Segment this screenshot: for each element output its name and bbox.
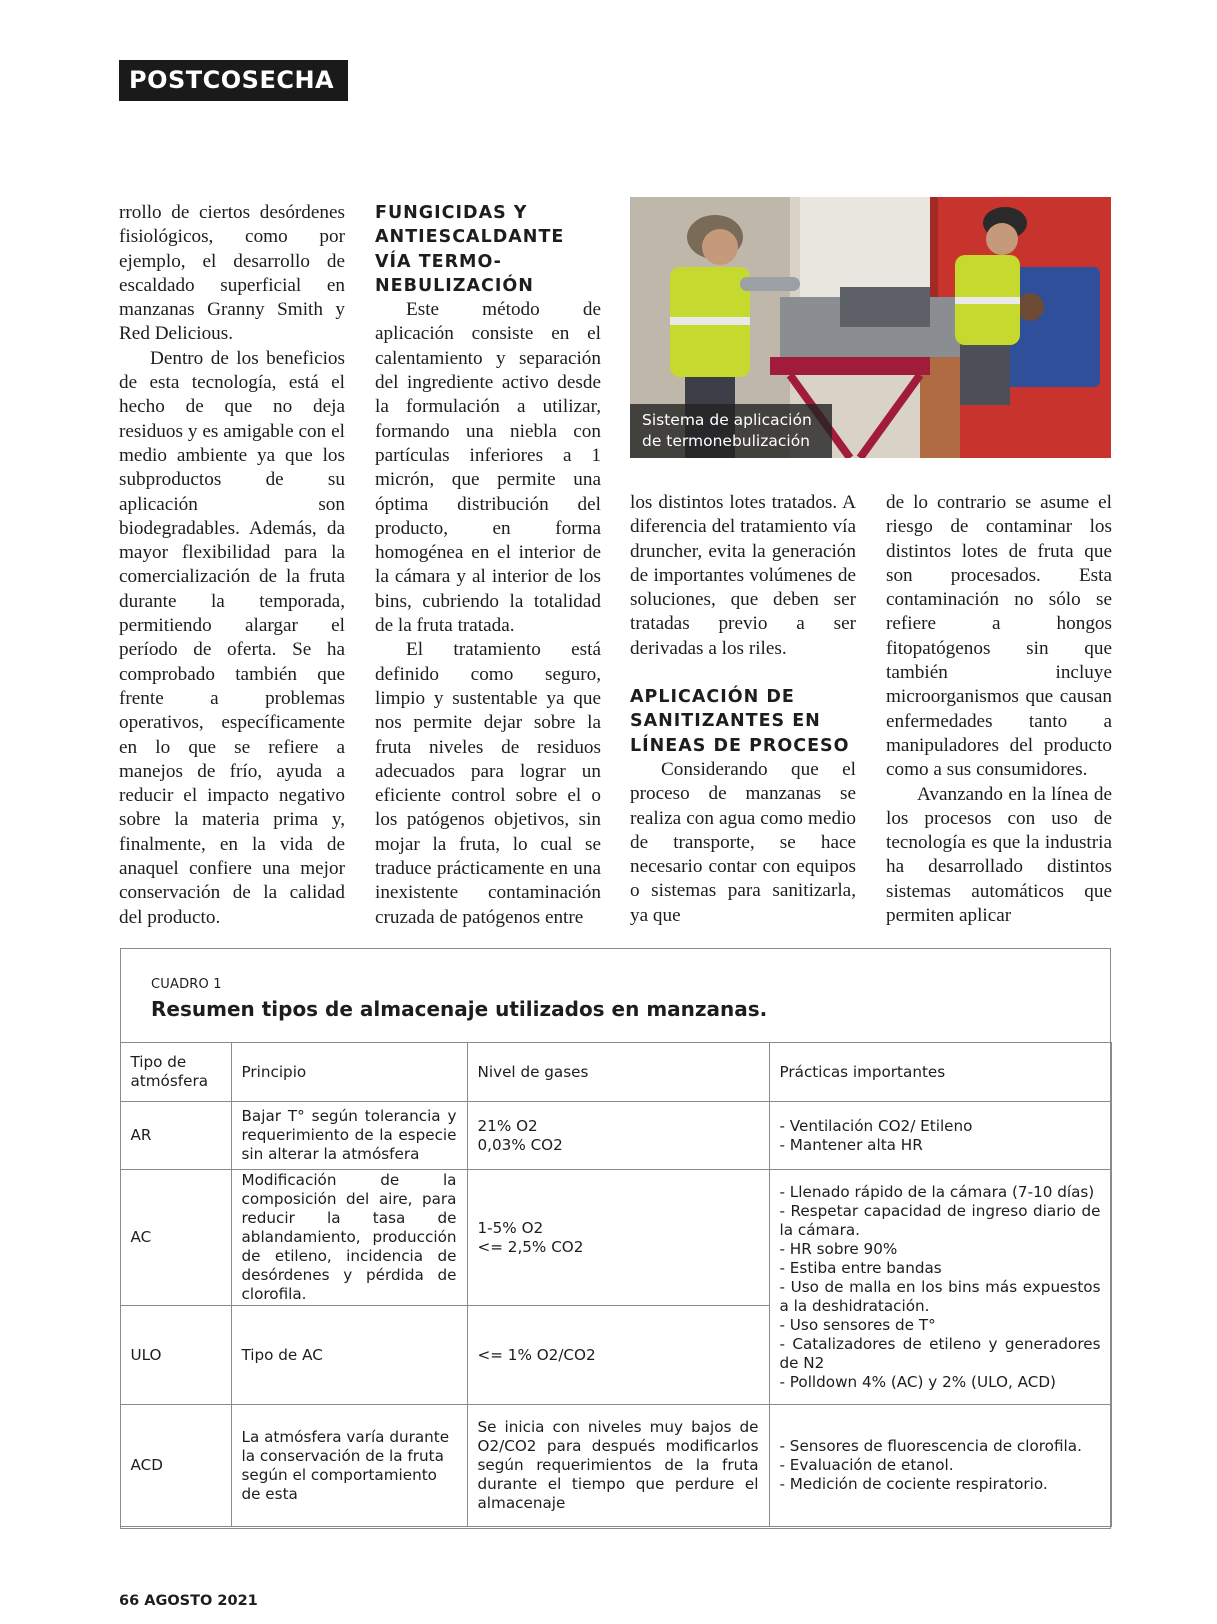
column-header: Nivel de gases (467, 1043, 769, 1102)
table-header-row (120, 1043, 1111, 1102)
table-cell: <= 1% O2/CO2 (467, 1306, 769, 1405)
article-column-1 (119, 201, 345, 930)
column-header: Tipo de atmósfera (120, 1043, 231, 1102)
paragraph: de lo contrario se asume el riesgo de contaminar los distintos lotes de fruta que son procesados. Esta contaminación no sólo se refiere a hongos fitopatógenos sin que también incluye microorganismos que causan enfermedades tanto a manipuladores del producto como a sus consumidores. (886, 492, 1112, 781)
table-title: Resumen tipos de almacenaje utilizados en manzanas. (151, 997, 768, 1021)
table-row (120, 1405, 1111, 1527)
table-cell: Tipo de AC (231, 1306, 467, 1405)
paragraph: Este método de aplicación consiste en el calentamiento y separación del ingrediente activo desde la formulación a utilizar, formando una niebla con partículas inferiores a 1 micrón, que permite una óptima distribución del producto, en forma homogénea en el interior de la cámara y al interior de los bins, cubriendo la totalidad de la fruta tratada. (375, 299, 601, 637)
paragraph: Dentro de los beneficios de esta tecnología, está el hecho de que no deja residuos y es amigable con el medio ambiente ya que los subproductos de su aplicación son biodegradables. Además, da mayor flexibilidad para la comercialización de la fruta durante la temporada, permitiendo alargar el período de oferta. Se ha comprobado también que frente a problemas operativos, específicamente en lo que se refiere a manejos de frío, ayuda a reducir el impacto negativo sobre la materia prima y, finalmente, en la vida de anaquel confiere una mejor conservación de la calidad del producto. (119, 347, 345, 928)
table-cell: Se inicia con niveles muy bajos de O2/CO2 para después modificarlos según requerimientos de la fruta durante el tiempo que perdure el almacenaje (467, 1405, 769, 1527)
table-cell: 1-5% O2 <= 2,5% CO2 (467, 1170, 769, 1306)
section-heading: APLICACIÓN DE SANITIZANTES EN LÍNEAS DE PROCESO (630, 687, 850, 756)
column-header: Prácticas importantes (769, 1043, 1111, 1102)
table-cell: ULO (120, 1306, 231, 1405)
paragraph: rrollo de ciertos desórdenes fisiológicos, como por ejemplo, el desarrollo de escaldado superficial en manzanas Granny Smith y Red Delicious. (119, 202, 345, 345)
section-heading: FUNGICIDAS Y ANTIESCALDANTE VÍA TERMO-NEBULIZACIÓN (375, 203, 565, 296)
table-cell: AC (120, 1170, 231, 1306)
table-cell: - Ventilación CO2/ Etileno - Mantener alta HR (769, 1102, 1111, 1170)
table-cell: La atmósfera varía durante la conservación de la fruta según el comportamiento de esta (231, 1405, 467, 1527)
paragraph: los distintos lotes tratados. A diferencia del tratamiento vía druncher, evita la generación de importantes volúmenes de soluciones, que deben ser tratadas previo a ser derivadas a los riles. (630, 492, 856, 659)
table-label: CUADRO 1 (151, 977, 222, 992)
paragraph: Considerando que el proceso de manzanas se realiza con agua como medio de transporte, se hace necesario contar con equipos o sistemas para sanitizarla, ya que (630, 758, 856, 926)
storage-table (120, 1042, 1112, 1527)
section-tag: POSTCOSECHA (119, 60, 348, 101)
paragraph: El tratamiento está definido como seguro, limpio y sustentable ya que nos permite dejar sobre la fruta niveles de residuos adecuados para lograr un eficiente control sobre el o los patógenos objetivos, sin mojar la fruta, lo cual se traduce prácticamente en una inexistente contaminación cruzada de patógenos entre (375, 639, 601, 928)
article-column-4 (886, 491, 1112, 928)
paragraph: Avanzando en la línea de los procesos con uso de tecnología es que la industria ha desarrollado distintos sistemas automáticos que permiten aplicar (886, 783, 1112, 927)
page-footer: 66 AGOSTO 2021 (119, 1593, 258, 1609)
article-column-2 (375, 201, 601, 930)
table-cell: AR (120, 1102, 231, 1170)
storage-table-box (120, 948, 1111, 1529)
table-row (120, 1102, 1111, 1170)
table-cell: 21% O2 0,03% CO2 (467, 1102, 769, 1170)
table-cell: Modificación de la composición del aire, para reducir la tasa de ablandamiento, producción de etileno, incidencia de desórdenes y pérdida de clorofila. (231, 1170, 467, 1306)
table-cell: ACD (120, 1405, 231, 1527)
article-column-3 (630, 491, 856, 928)
table-row (120, 1170, 1111, 1306)
article-photo (630, 197, 1111, 458)
column-header: Principio (231, 1043, 467, 1102)
table-cell: Bajar T° según tolerancia y requerimiento de la especie sin alterar la atmósfera (231, 1102, 467, 1170)
table-cell: - Sensores de fluorescencia de clorofila. - Evaluación de etanol. - Medición de cociente respiratorio. (769, 1405, 1111, 1527)
table-cell: - Llenado rápido de la cámara (7-10 días) - Respetar capacidad de ingreso diario de la cámara. - HR sobre 90% - Estiba entre bandas - Uso de malla en los bins más expuestos a la deshidratación. - Uso sensores de T° - Catalizadores de etileno y generadores de N2 - Polldown 4% (AC) y 2% (ULO, ACD) (769, 1170, 1111, 1405)
photo-caption: Sistema de aplicación de termonebulización (630, 404, 832, 458)
